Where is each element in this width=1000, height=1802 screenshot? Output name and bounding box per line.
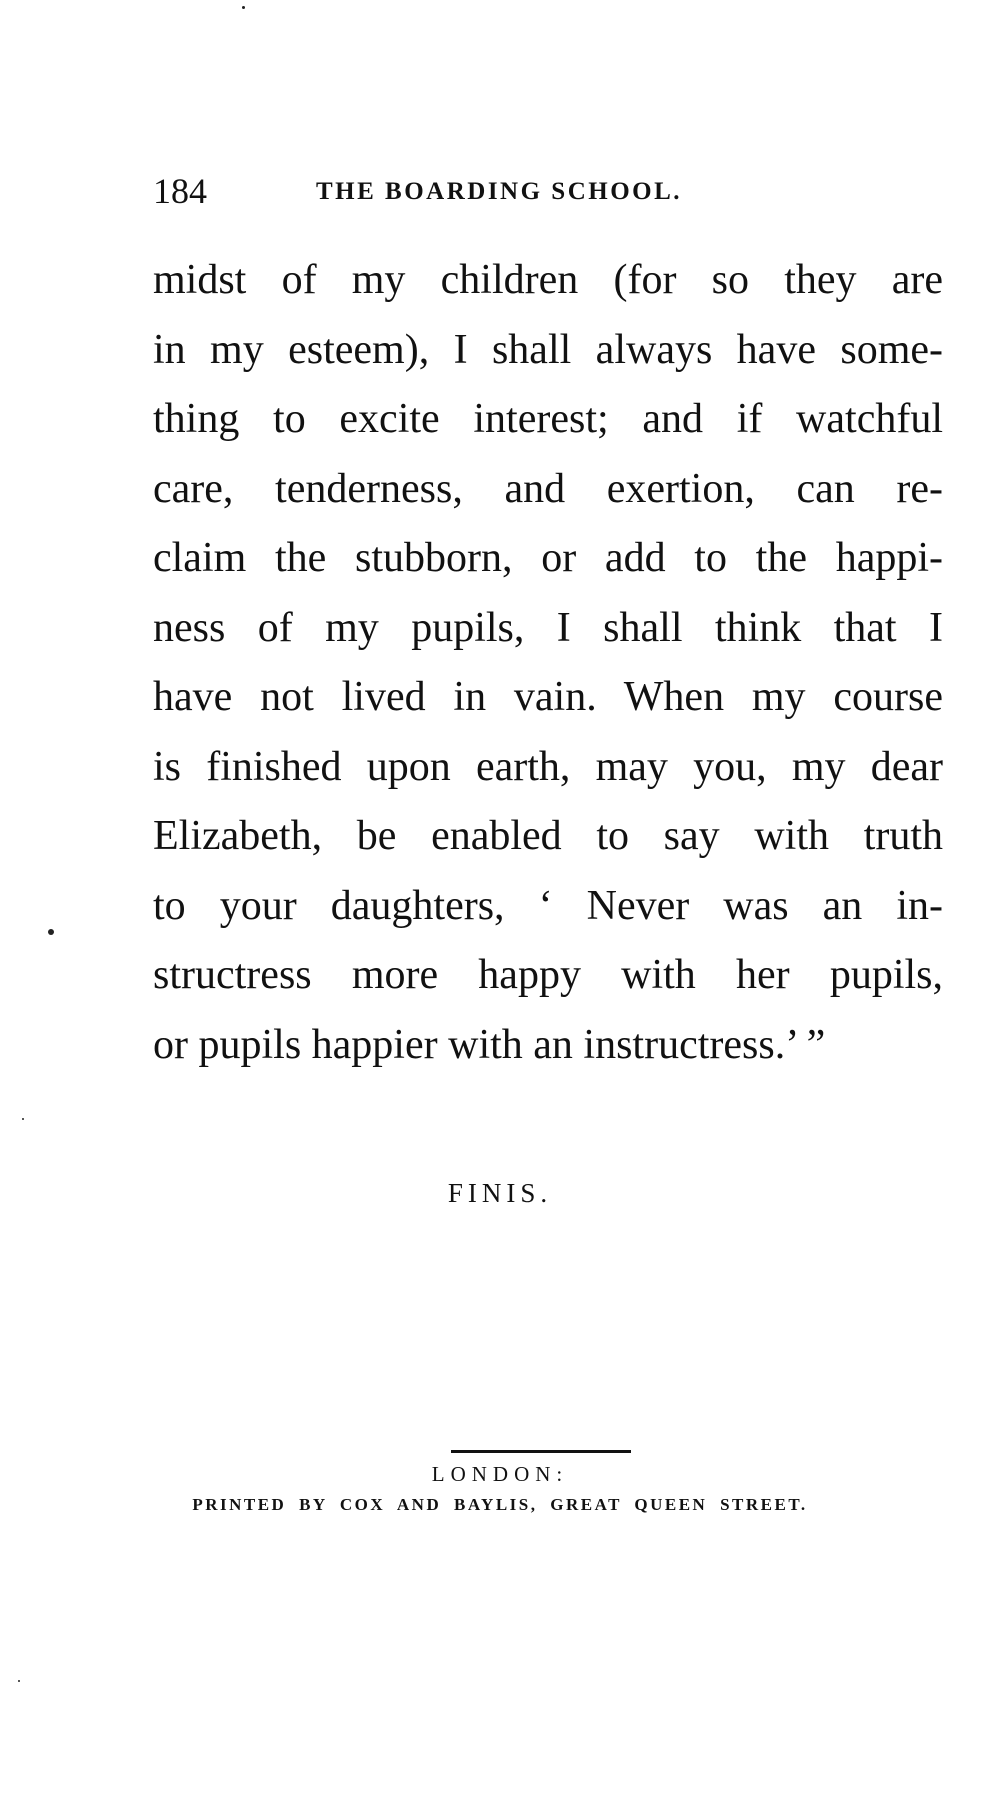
scan-speck — [48, 929, 54, 935]
scan-speck — [18, 1680, 20, 1682]
text-line: care, tenderness, and exertion, can re- — [153, 465, 943, 512]
scan-speck — [22, 1118, 24, 1120]
text-line: in my esteem), I shall always have some- — [153, 326, 943, 373]
imprint-printer: PRINTED BY COX AND BAYLIS, GREAT QUEEN STREET. — [192, 1495, 808, 1514]
text-line: is finished upon earth, may you, my dear — [153, 743, 943, 790]
finis-label: FINIS. — [447, 1178, 553, 1208]
body-text — [153, 250, 943, 1084]
text-line: claim the stubborn, or add to the happi- — [153, 535, 943, 581]
imprint-rule — [451, 1450, 631, 1453]
text-line: or pupils happier with an instructress.’ ” — [153, 1021, 826, 1068]
running-title: THE BOARDING SCHOOL. — [316, 178, 683, 205]
text-line: Elizabeth, be enabled to say with truth — [153, 813, 943, 859]
text-line: thing to excite interest; and if watchful — [153, 396, 943, 442]
text-line: ness of my pupils, I shall think that I — [153, 604, 943, 651]
text-line: to your daughters, ‘ Never was an in- — [153, 882, 943, 929]
scan-speck — [242, 6, 245, 9]
text-line: structress more happy with her pupils, — [153, 952, 943, 998]
text-line: have not lived in vain. When my course — [153, 674, 943, 720]
imprint-city: LONDON: — [431, 1462, 569, 1486]
text-line: midst of my children (for so they are — [153, 257, 943, 303]
page-number: 184 — [153, 171, 207, 211]
running-head — [153, 168, 943, 214]
